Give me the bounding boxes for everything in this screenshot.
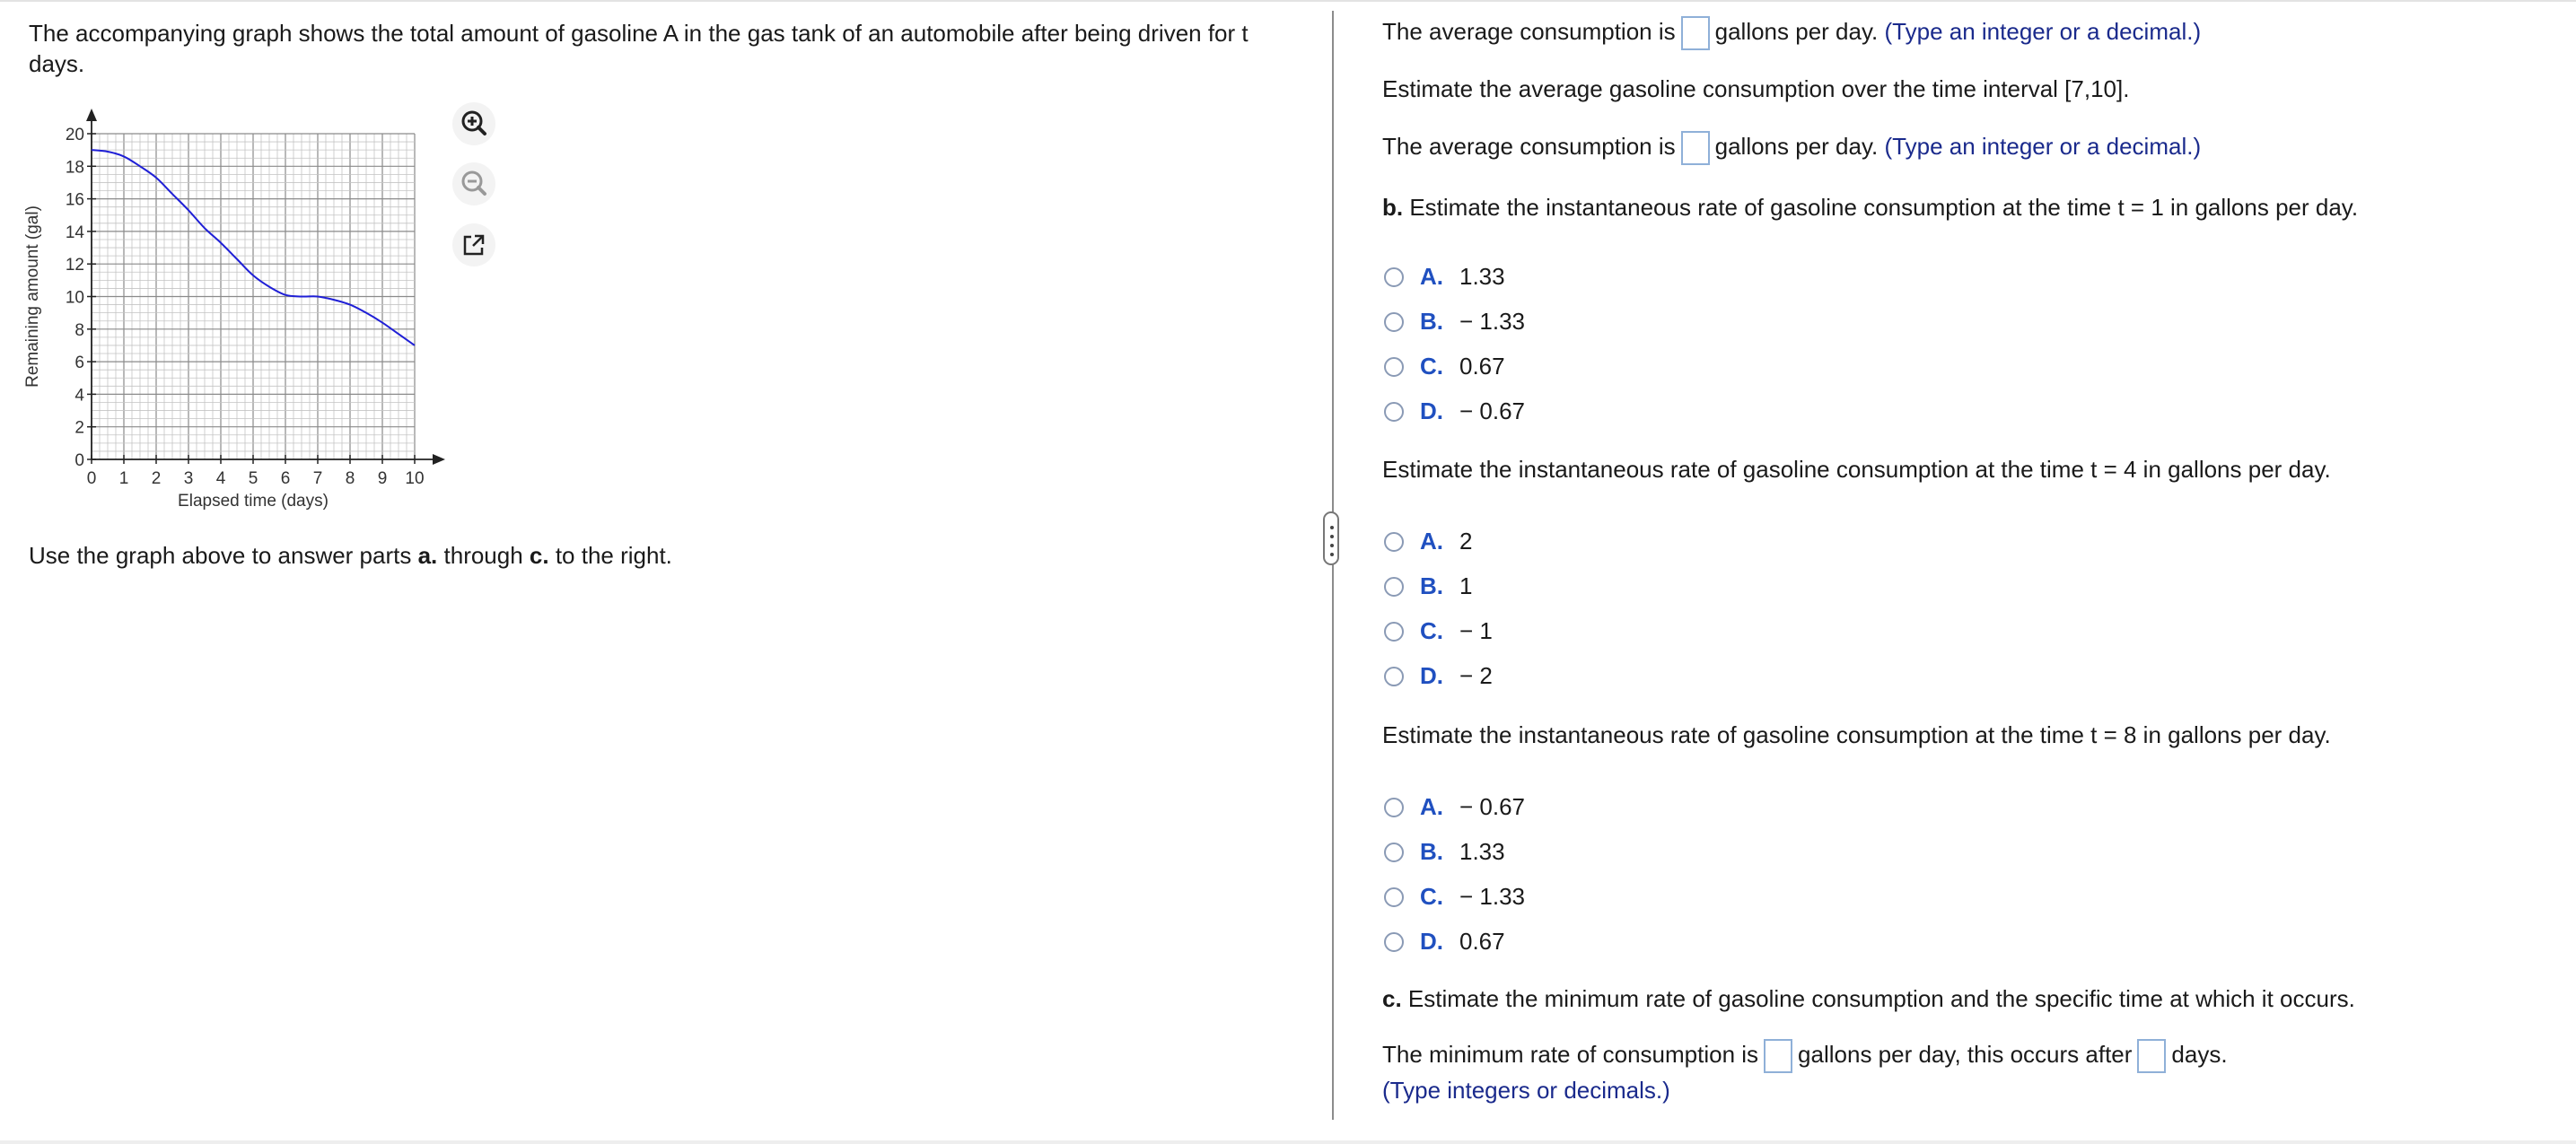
x-tick-label: 6 (280, 469, 291, 488)
radio-button[interactable] (1384, 932, 1404, 952)
x-tick-label: 5 (248, 469, 258, 488)
avg2-hint: (Type an integer or a decimal.) (1884, 132, 2202, 160)
avg1-unit: gallons per day. (1714, 17, 1879, 45)
x-tick-label: 7 (312, 469, 323, 488)
q2-option-c[interactable] (1384, 617, 1493, 645)
radio-button[interactable] (1384, 667, 1404, 686)
radio-button[interactable] (1384, 357, 1404, 377)
pane-divider[interactable] (1332, 11, 1334, 1120)
x-tick-label: 4 (215, 469, 226, 488)
y-tick-label: 20 (65, 126, 84, 144)
radio-button[interactable] (1384, 798, 1404, 817)
y-axis-label: Remaining amount (gal) (23, 205, 42, 388)
choice-value: 1.33 (1459, 838, 1505, 865)
radio-button[interactable] (1384, 267, 1404, 287)
avg2-answer-input[interactable] (1681, 131, 1710, 165)
part-b-question (1382, 194, 2358, 222)
q3-option-d[interactable] (1384, 928, 1505, 956)
q2-option-b[interactable] (1384, 572, 1472, 600)
y-tick-label: 10 (65, 288, 84, 308)
min-rate-hint: (Type integers or decimals.) (1382, 1077, 1670, 1104)
radio-button[interactable] (1384, 402, 1404, 422)
y-tick-label: 4 (74, 386, 84, 406)
choice-value: 2 (1459, 528, 1473, 555)
part-c-text: Estimate the minimum rate of gasoline consumption and the specific time at which it occurs. (1401, 985, 2355, 1012)
choice-letter: B. (1420, 838, 1443, 865)
avg-consumption-row-2 (1382, 131, 2201, 165)
part-b-label: b. (1382, 194, 1404, 221)
radio-button[interactable] (1384, 312, 1404, 332)
instruction-post: to the right. (548, 542, 672, 569)
choice-letter: D. (1420, 928, 1443, 955)
x-tick-label: 9 (377, 469, 388, 488)
zoom-in-button[interactable] (451, 101, 496, 146)
radio-button[interactable] (1384, 622, 1404, 642)
choice-letter: D. (1420, 397, 1443, 424)
choice-value: − 1.33 (1459, 883, 1526, 910)
zoom-out-button[interactable] (451, 162, 496, 206)
avg-consumption-row-1 (1382, 16, 2201, 50)
chart-grid (92, 134, 415, 459)
x-tick-label: 2 (151, 469, 162, 488)
x-tick-label: 3 (183, 469, 194, 488)
avg1-answer-input[interactable] (1681, 16, 1710, 50)
q2-option-a[interactable] (1384, 528, 1472, 555)
q3-option-a[interactable] (1384, 793, 1525, 821)
min-time-input[interactable] (2137, 1039, 2166, 1073)
choice-letter: A. (1420, 263, 1443, 290)
instruction-pre: Use the graph above to answer parts (29, 542, 418, 569)
choice-letter: B. (1420, 572, 1443, 599)
choice-value: − 1 (1459, 617, 1493, 644)
y-tick-label: 2 (74, 418, 84, 438)
choice-value: 0.67 (1459, 353, 1505, 380)
q1-option-c[interactable] (1384, 353, 1505, 380)
choice-value: − 1.33 (1459, 308, 1526, 335)
radio-button[interactable] (1384, 843, 1404, 862)
q2-option-d[interactable] (1384, 662, 1493, 690)
choice-value: − 0.67 (1459, 793, 1526, 820)
q1-option-b[interactable] (1384, 308, 1525, 336)
instruction-part-c: c. (529, 542, 549, 569)
q3-question: Estimate the instantaneous rate of gasoline consumption at the time t = 8 in gallons per day. (1382, 721, 2331, 748)
choice-letter: A. (1420, 793, 1443, 820)
y-axis-arrow (86, 109, 97, 121)
choice-value: 1 (1459, 572, 1473, 599)
instruction-mid: through (437, 542, 530, 569)
radio-button[interactable] (1384, 532, 1404, 552)
choice-value: 1.33 (1459, 263, 1505, 290)
y-tick-label: 0 (74, 451, 84, 470)
part-c-question (1382, 985, 2355, 1013)
min-rate-label: The minimum rate of consumption is (1382, 1040, 1759, 1068)
y-tick-label: 14 (65, 223, 84, 242)
zoom-out-icon (451, 162, 496, 206)
x-axis-arrow (433, 454, 445, 465)
x-tick-label: 1 (118, 469, 129, 488)
x-tick-label: 0 (86, 469, 97, 488)
avg1-hint: (Type an integer or a decimal.) (1884, 17, 2202, 45)
min-rate-unit: days. (2171, 1040, 2228, 1068)
instruction-part-a: a. (417, 542, 438, 569)
q1-option-d[interactable] (1384, 397, 1525, 425)
intro-text: The accompanying graph shows the total amount of gasoline A in the gas tank of an automobile after being driven for t days. (29, 20, 1249, 77)
choice-value: − 2 (1459, 662, 1493, 689)
avg2-unit: gallons per day. (1714, 132, 1879, 160)
y-tick-label: 8 (74, 320, 84, 340)
y-tick-label: 16 (65, 190, 84, 210)
choice-letter: A. (1420, 528, 1443, 555)
popout-button[interactable] (451, 223, 496, 267)
avg1-label: The average consumption is (1382, 17, 1676, 45)
choice-letter: C. (1420, 617, 1443, 644)
avg2-label: The average consumption is (1382, 132, 1676, 160)
y-tick-label: 6 (74, 354, 84, 373)
choice-value: 0.67 (1459, 928, 1505, 955)
zoom-in-icon (451, 101, 496, 146)
min-rate-input[interactable] (1764, 1039, 1792, 1073)
radio-button[interactable] (1384, 577, 1404, 597)
y-tick-label: 12 (65, 256, 84, 275)
x-axis-label: Elapsed time (days) (178, 492, 329, 511)
min-rate-row (1382, 1039, 2228, 1073)
choice-letter: B. (1420, 308, 1443, 335)
choice-letter: C. (1420, 883, 1443, 910)
pane-resize-handle[interactable] (1323, 511, 1339, 565)
radio-button[interactable] (1384, 887, 1404, 907)
q3-option-c[interactable] (1384, 883, 1525, 911)
bottom-border (0, 1140, 2576, 1144)
x-tick-label: 8 (345, 469, 355, 488)
gasoline-chart (18, 103, 467, 516)
instruction-text (29, 542, 672, 570)
part-c-label: c. (1382, 985, 1402, 1012)
choice-letter: D. (1420, 662, 1443, 689)
choice-letter: C. (1420, 353, 1443, 380)
x-tick-label: 10 (405, 469, 425, 488)
part-b-text: Estimate the instantaneous rate of gasoline consumption at the time t = 1 in gallons per day. (1403, 194, 2359, 221)
estimate-interval-text: Estimate the average gasoline consumption over the time interval [7,10]. (1382, 75, 2130, 102)
q2-question: Estimate the instantaneous rate of gasoline consumption at the time t = 4 in gallons per day. (1382, 456, 2331, 483)
external-link-icon (451, 223, 496, 267)
q1-option-a[interactable] (1384, 263, 1505, 291)
y-tick-label: 18 (65, 158, 84, 178)
q3-option-b[interactable] (1384, 838, 1505, 866)
choice-value: − 0.67 (1459, 397, 1526, 424)
min-rate-mid: gallons per day, this occurs after (1798, 1040, 2133, 1068)
